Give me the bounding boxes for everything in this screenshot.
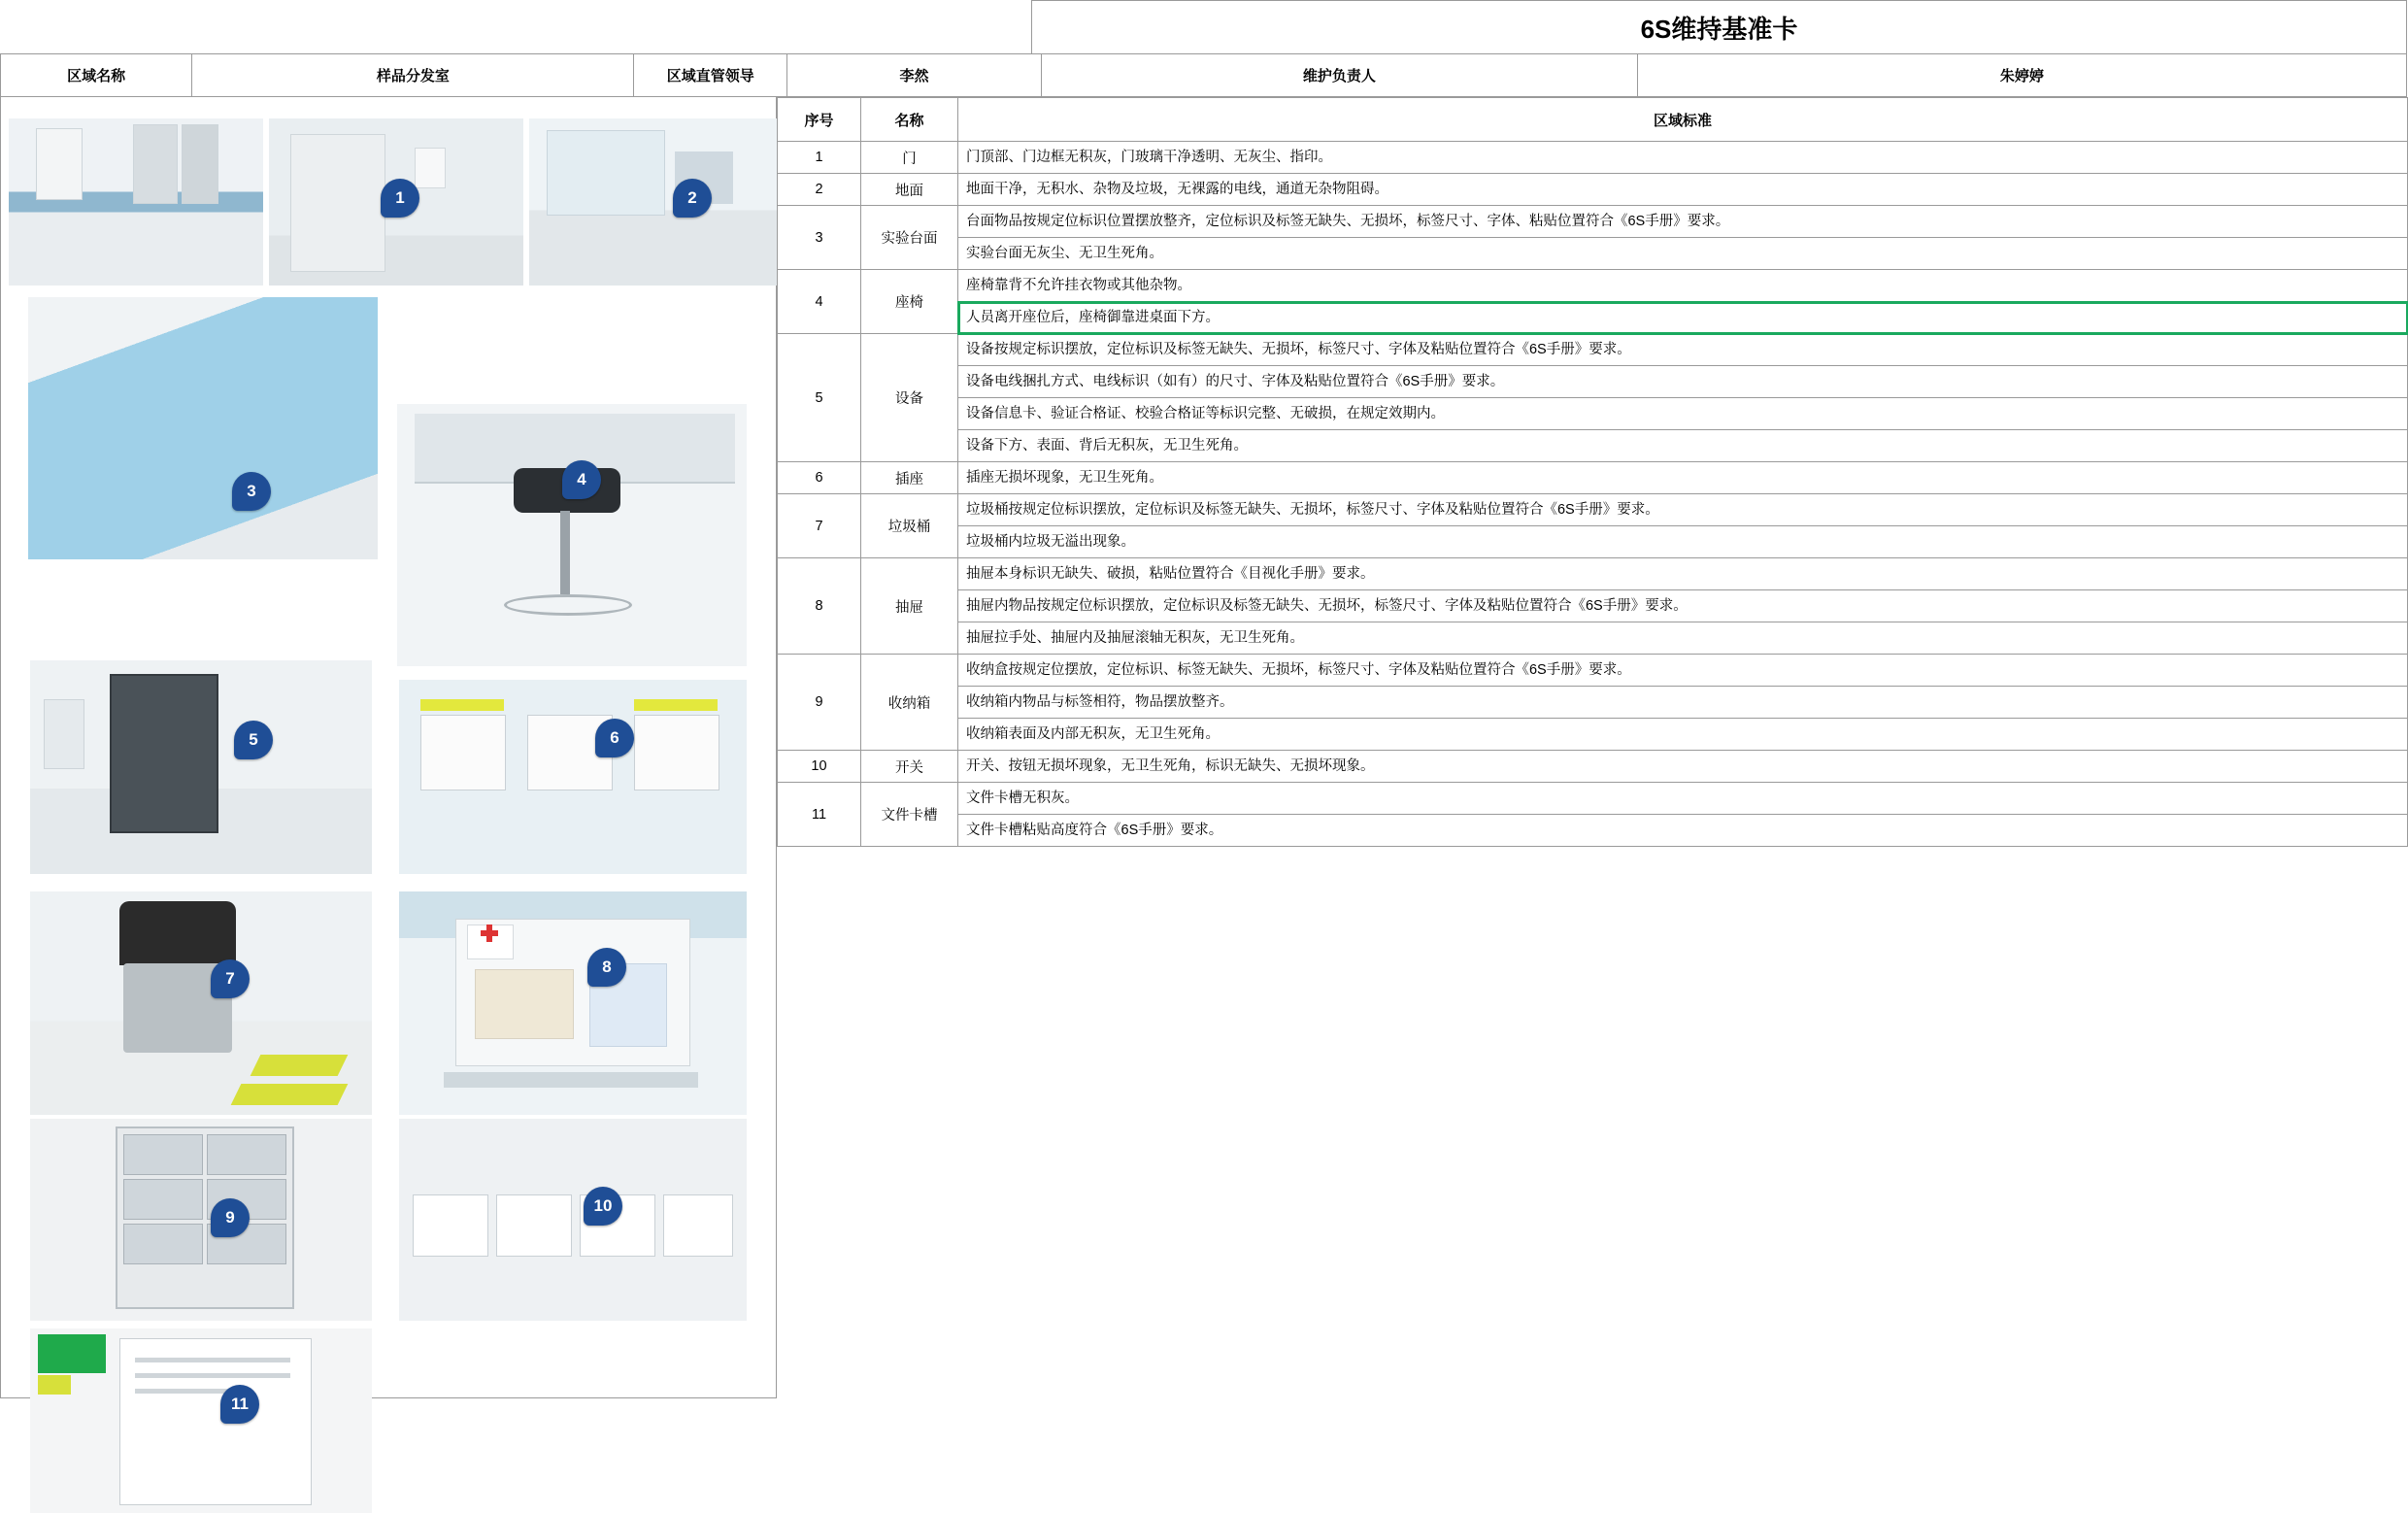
row-standard-text[interactable]: 收纳盒按规定位摆放，定位标识、标签无缺失、无损坏，标签尺寸、字体及粘贴位置符合《6S手册》要求。 <box>958 655 2408 687</box>
table-row <box>778 558 2408 590</box>
row-number: 3 <box>778 206 861 270</box>
standards-table-wrap <box>777 97 2407 847</box>
table-row <box>778 751 2408 783</box>
row-standard-text[interactable]: 开关、按钮无损坏现象，无卫生死角，标识无缺失、无损坏现象。 <box>958 751 2408 783</box>
row-number: 7 <box>778 494 861 558</box>
table-row <box>778 206 2408 238</box>
table-row <box>778 590 2408 622</box>
row-standard-text[interactable]: 抽屉本身标识无缺失、破损，粘贴位置符合《目视化手册》要求。 <box>958 558 2408 590</box>
photo-badge-2: 2 <box>673 179 712 218</box>
row-standard-text[interactable]: 文件卡槽粘贴高度符合《6S手册》要求。 <box>958 815 2408 847</box>
row-item-name: 座椅 <box>861 270 958 334</box>
table-row <box>778 430 2408 462</box>
table-body <box>778 142 2408 847</box>
photo-9 <box>399 891 747 1115</box>
photo-panel <box>0 97 777 1413</box>
table-row <box>778 142 2408 174</box>
title-left-blank <box>0 0 1031 54</box>
photo-badge-11: 11 <box>220 1385 259 1424</box>
photo-10 <box>30 1119 372 1321</box>
page-title: 6S维持基准卡 <box>1031 0 2407 54</box>
table-row <box>778 719 2408 751</box>
row-standard-text[interactable]: 设备下方、表面、背后无积灰，无卫生死角。 <box>958 430 2408 462</box>
owner-label: 维护负责人 <box>1041 54 1638 97</box>
row-standard-text[interactable]: 设备电线捆扎方式、电线标识（如有）的尺寸、字体及粘贴位置符合《6S手册》要求。 <box>958 366 2408 398</box>
photo-3 <box>529 118 784 286</box>
photo-badge-5: 5 <box>234 721 273 759</box>
photo-5 <box>397 404 747 666</box>
table-header-row <box>778 98 2408 142</box>
photo-8 <box>30 891 372 1115</box>
row-standard-text[interactable]: 台面物品按规定位标识位置摆放整齐，定位标识及标签无缺失、无损坏，标签尺寸、字体、粘贴位置符合《6S手册》要求。 <box>958 206 2408 238</box>
row-item-name: 收纳箱 <box>861 655 958 751</box>
photo-7 <box>399 680 747 874</box>
standards-table <box>777 97 2408 847</box>
photo-badge-3: 3 <box>232 472 271 511</box>
col-header-no: 序号 <box>778 98 861 142</box>
owner-value: 朱婷婷 <box>1637 54 2407 97</box>
photo-11 <box>399 1119 747 1321</box>
row-item-name: 文件卡槽 <box>861 783 958 847</box>
row-standard-text[interactable]: 实验台面无灰尘、无卫生死角。 <box>958 238 2408 270</box>
photo-12 <box>30 1328 372 1513</box>
col-header-name: 名称 <box>861 98 958 142</box>
photo-2 <box>269 118 523 286</box>
photo-1 <box>9 118 263 286</box>
row-item-name: 门 <box>861 142 958 174</box>
row-standard-text[interactable]: 抽屉拉手处、抽屉内及抽屉滚轴无积灰，无卫生死角。 <box>958 622 2408 655</box>
supervisor-value: 李然 <box>786 54 1042 97</box>
row-item-name: 设备 <box>861 334 958 462</box>
table-row <box>778 366 2408 398</box>
row-number: 4 <box>778 270 861 334</box>
table-row <box>778 238 2408 270</box>
photo-badge-4: 4 <box>562 460 601 499</box>
row-standard-text[interactable]: 设备信息卡、验证合格证、校验合格证等标识完整、无破损，在规定效期内。 <box>958 398 2408 430</box>
photo-badge-9: 9 <box>211 1198 250 1237</box>
supervisor-label: 区域直管领导 <box>633 54 787 97</box>
table-row <box>778 526 2408 558</box>
photo-badge-7: 7 <box>211 959 250 998</box>
row-standard-text[interactable]: 垃圾桶按规定位标识摆放，定位标识及标签无缺失、无损坏，标签尺寸、字体及粘贴位置符合《6S手册》要求。 <box>958 494 2408 526</box>
row-number: 10 <box>778 751 861 783</box>
photo-badge-1: 1 <box>381 179 419 218</box>
row-standard-text[interactable]: 文件卡槽无积灰。 <box>958 783 2408 815</box>
table-row <box>778 270 2408 302</box>
table-row <box>778 398 2408 430</box>
row-number: 1 <box>778 142 861 174</box>
photo-4 <box>28 297 378 559</box>
row-item-name: 实验台面 <box>861 206 958 270</box>
row-number: 2 <box>778 174 861 206</box>
row-item-name: 插座 <box>861 462 958 494</box>
row-standard-text[interactable]: 垃圾桶内垃圾无溢出现象。 <box>958 526 2408 558</box>
row-number: 6 <box>778 462 861 494</box>
title-row <box>0 0 2407 54</box>
table-row <box>778 815 2408 847</box>
row-number: 11 <box>778 783 861 847</box>
photo-6 <box>30 660 372 874</box>
col-header-standard: 区域标准 <box>958 98 2408 142</box>
row-item-name: 开关 <box>861 751 958 783</box>
row-standard-text[interactable]: 插座无损坏现象，无卫生死角。 <box>958 462 2408 494</box>
photo-badge-6: 6 <box>595 719 634 757</box>
row-standard-text[interactable]: 抽屉内物品按规定位标识摆放，定位标识及标签无缺失、无损坏，标签尺寸、字体及粘贴位置符合《6S手册》要求。 <box>958 590 2408 622</box>
row-standard-text[interactable]: 门顶部、门边框无积灰，门玻璃干净透明、无灰尘、指印。 <box>958 142 2408 174</box>
table-row <box>778 174 2408 206</box>
table-row <box>778 783 2408 815</box>
row-item-name: 垃圾桶 <box>861 494 958 558</box>
row-standard-text[interactable]: 人员离开座位后，座椅御靠进桌面下方。 <box>958 302 2408 334</box>
row-standard-text[interactable]: 收纳箱内物品与标签相符，物品摆放整齐。 <box>958 687 2408 719</box>
row-number: 5 <box>778 334 861 462</box>
row-item-name: 抽屉 <box>861 558 958 655</box>
row-standard-text[interactable]: 设备按规定标识摆放，定位标识及标签无缺失、无损坏，标签尺寸、字体及粘贴位置符合《6S手册》要求。 <box>958 334 2408 366</box>
row-item-name: 地面 <box>861 174 958 206</box>
table-row <box>778 462 2408 494</box>
table-row <box>778 334 2408 366</box>
header-row <box>0 54 2407 97</box>
row-standard-text[interactable]: 座椅靠背不允许挂衣物或其他杂物。 <box>958 270 2408 302</box>
table-row <box>778 494 2408 526</box>
row-number: 9 <box>778 655 861 751</box>
row-number: 8 <box>778 558 861 655</box>
table-row <box>778 302 2408 334</box>
row-standard-text[interactable]: 收纳箱表面及内部无积灰，无卫生死角。 <box>958 719 2408 751</box>
row-standard-text[interactable]: 地面干净，无积水、杂物及垃圾，无裸露的电线，通道无杂物阻碍。 <box>958 174 2408 206</box>
photo-badge-10: 10 <box>584 1187 622 1226</box>
area-label: 区域名称 <box>0 54 192 97</box>
table-row <box>778 622 2408 655</box>
area-value: 样品分发室 <box>191 54 634 97</box>
photo-badge-8: 8 <box>587 948 626 987</box>
table-row <box>778 687 2408 719</box>
table-row <box>778 655 2408 687</box>
